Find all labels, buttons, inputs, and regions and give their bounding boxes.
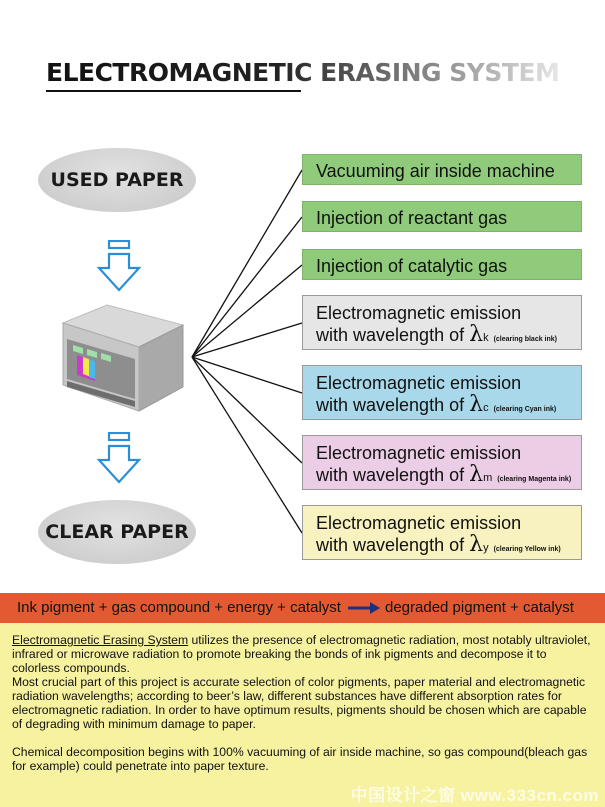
emission-line1: Electromagnetic emission: [316, 513, 522, 533]
step-emission-yellow: [302, 505, 582, 560]
right-arrow-icon: [348, 601, 380, 615]
connector-line: [192, 357, 302, 463]
description-lead: Electromagnetic Erasing System: [12, 633, 189, 647]
emission-line2: with wavelength of: [316, 395, 465, 415]
step-vacuuming-label: Vacuuming air inside machine: [316, 161, 555, 181]
step-emission-magenta: [302, 435, 582, 490]
emission-note: (clearing Yellow ink): [493, 546, 561, 553]
description-paragraph: Chemical decomposition begins with 100% vacuuming of air inside machine, so gas compound(bleach gas for example) could penetrate into paper texture.: [12, 745, 588, 773]
reaction-equation-bar: [0, 593, 605, 623]
step-reactant-gas: [302, 201, 582, 232]
equation-products: degraded pigment + catalyst: [385, 599, 574, 616]
connector-line: [192, 265, 302, 357]
lambda-symbol: λ: [469, 392, 484, 417]
step-emission-cyan: [302, 365, 582, 420]
equation-reactants: Ink pigment + gas compound + energy + catalyst: [17, 599, 341, 616]
clear-paper-label: CLEAR PAPER: [45, 521, 189, 543]
lambda-subscript: m: [483, 472, 493, 484]
description-text: utilizes the presence of electromagnetic radiation, most notably ultraviolet, infrared or microwave radiation to promote breaking the bonds of ink pigments and decompose it to colorless compounds.: [12, 633, 591, 675]
step-reactant-gas-label: Injection of reactant gas: [316, 208, 508, 228]
lambda-subscript: c: [483, 402, 489, 414]
step-catalytic-gas-label: Injection of catalytic gas: [316, 256, 508, 276]
lambda-symbol: λ: [469, 322, 484, 347]
connector-line: [192, 217, 302, 357]
emission-line2: with wavelength of: [316, 535, 465, 555]
description-paragraph: Most crucial part of this project is accurate selection of color pigments, paper material and electromagnetic radiation wavelengths; according to beer’s law, different substances have different absorption rates for electromagnetic radiation. In order to have optimum results, pigments should be chosen which are capable of degrading with minimum damage to paper.: [12, 675, 587, 731]
step-vacuuming: [302, 154, 582, 185]
emission-line1: Electromagnetic emission: [316, 373, 522, 393]
emission-line1: Electromagnetic emission: [316, 303, 522, 323]
connector-line: [192, 357, 302, 533]
connector-line: [192, 170, 302, 357]
emission-line2: with wavelength of: [316, 325, 465, 345]
description-paragraph: [12, 633, 593, 675]
emission-line1: Electromagnetic emission: [316, 443, 522, 463]
page-title: ELECTROMAGNETIC ERASING SYSTEM: [46, 58, 560, 87]
step-catalytic-gas: [302, 249, 582, 280]
used-paper-label: USED PAPER: [50, 169, 184, 191]
connector-line: [192, 357, 302, 393]
watermark: 中国设计之窗 www.333cn.com: [350, 786, 599, 805]
lambda-symbol: λ: [469, 532, 484, 557]
lambda-subscript: y: [483, 542, 489, 554]
description-panel: [0, 623, 605, 807]
emission-note: (clearing Cyan ink): [493, 406, 557, 413]
emission-line2: with wavelength of: [316, 465, 465, 485]
step-emission-black: [302, 295, 582, 350]
lambda-subscript: k: [483, 332, 489, 344]
lambda-symbol: λ: [469, 462, 484, 487]
emission-note: (clearing black ink): [493, 336, 557, 343]
emission-note: (clearing Magenta ink): [497, 476, 572, 483]
